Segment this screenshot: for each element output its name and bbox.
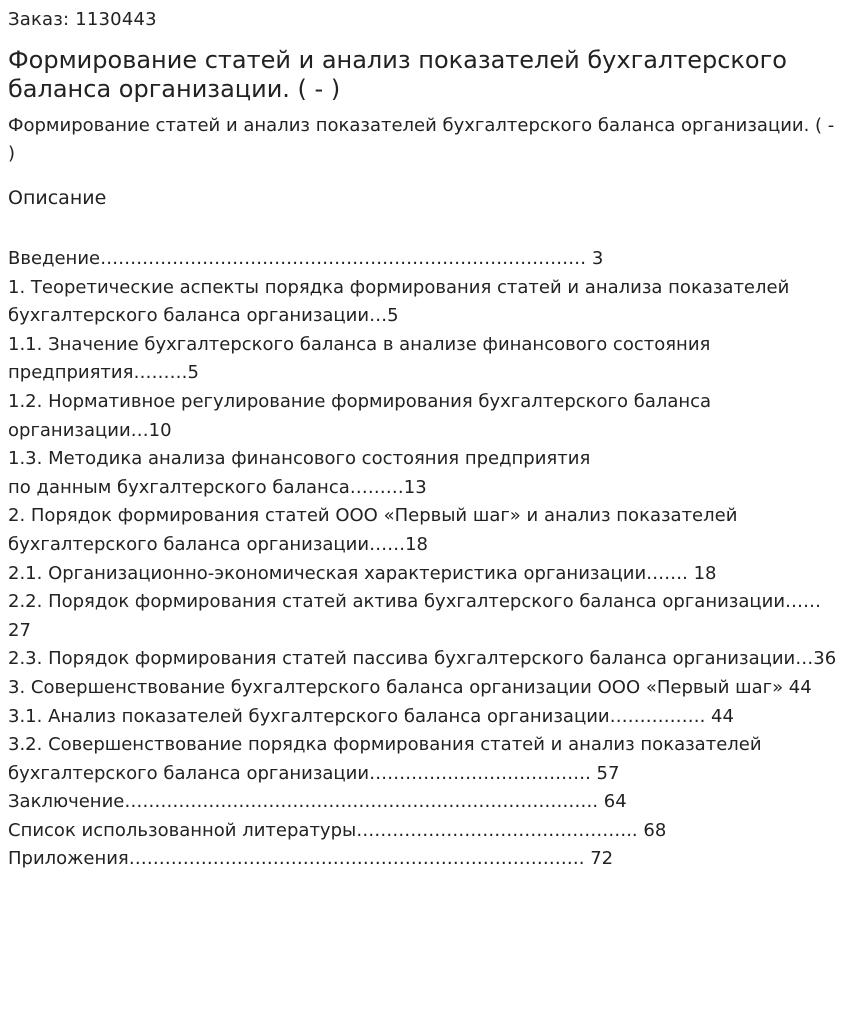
toc-entry-section-1-2: 1.2. Нормативное регулирование формирования бухгалтерского баланса организации…10 [8,390,717,441]
toc-entry-conclusion: Заключение……………………………………………………………………. 64 [8,791,627,813]
toc-entry-section-3-1: 3.1. Анализ показателей бухгалтерского баланса организации……………. 44 [8,705,734,727]
page-title: Формирование статей и анализ показателей бухгалтерского баланса организации. ( - ) [8,46,787,103]
toc-entry-section-3-2: 3.2. Совершенствование порядка формирования статей и анализ показателей бухгалтерского баланса организации………………………………. 57 [8,734,768,784]
toc-entry-references: Список использованной литературы……………………………………….. 68 [8,819,667,841]
order-number: Заказ: 1130443 [8,9,157,30]
table-of-contents [8,245,839,874]
description-heading: Описание [8,187,107,209]
toc-entry-section-1-3: 1.3. Методика анализа финансового состояния предприятия по данным бухгалтерского баланса………13 [8,448,591,498]
toc-entry-section-1-1: 1.1. Значение бухгалтерского баланса в анализе финансового состояния предприятия………5 [8,333,717,384]
toc-entry-appendices: Приложения…………………………………………………………………. 72 [8,848,614,870]
toc-entry-chapter-2: 2. Порядок формирования статей ООО «Первый шаг» и анализ показателей бухгалтерского баланса организации……18 [8,505,744,555]
toc-entry-chapter-1: 1. Теоретические аспекты порядка формирования статей и анализа показателей бухгалтерского баланса организации…5 [8,276,796,327]
toc-entry-section-2-1: 2.1. Организационно-экономическая характеристика организации……. 18 [8,562,717,584]
toc-entry-chapter-3: 3. Совершенствование бухгалтерского баланса организации ООО «Первый шаг» 44 [8,676,812,698]
page-subtitle: Формирование статей и анализ показателей бухгалтерского баланса организации. ( - ) [8,115,835,164]
toc-entry-section-2-3: 2.3. Порядок формирования статей пассива бухгалтерского баланса организации…36 [8,648,837,670]
toc-entry-introduction: Введение……………………………………………………………………… 3 [8,248,604,269]
toc-entry-section-2-2: 2.2. Порядок формирования статей актива бухгалтерского баланса организации……27 [8,591,822,641]
